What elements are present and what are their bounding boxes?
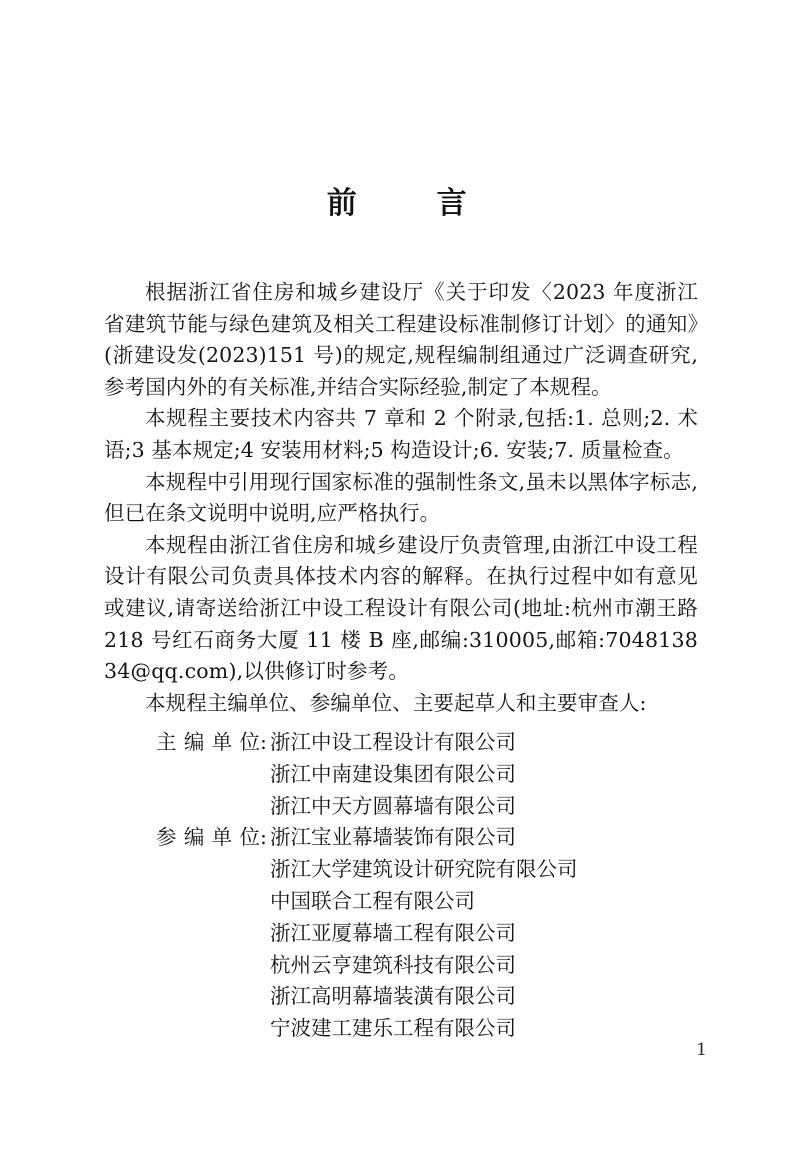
org-name: 杭州云亨建筑科技有限公司 bbox=[270, 952, 516, 977]
org-row bbox=[104, 950, 698, 982]
foreword-body bbox=[104, 277, 698, 719]
org-name: 浙江亚厦幕墙工程有限公司 bbox=[270, 920, 516, 945]
org-name: 浙江中设工程设计有限公司 bbox=[270, 730, 516, 754]
org-name: 浙江大学建筑设计研究院有限公司 bbox=[270, 857, 578, 882]
org-label-participating bbox=[104, 822, 270, 854]
org-row bbox=[104, 759, 698, 791]
org-row bbox=[104, 981, 698, 1013]
org-name: 中国联合工程有限公司 bbox=[270, 888, 475, 913]
paragraph-mandatory-clauses: 本规程中引用现行国家标准的强制性条文,虽未以黑体字标志,但已在条文说明中说明,应严格执行。 bbox=[104, 469, 698, 526]
organization-list bbox=[104, 727, 698, 1045]
org-row bbox=[104, 854, 698, 886]
page-title: 前 言 bbox=[326, 186, 474, 221]
paragraph-basis: 根据浙江省住房和城乡建设厅《关于印发〈2023 年度浙江省建筑节能与绿色建筑及相关工程建设标准制修订计划〉的通知》(浙建设发(2023)151 号)的规定,规程编制组通过广泛调查研究,参考国内外的有关标准,并结合实际经验,制定了本规程。 bbox=[104, 280, 698, 399]
page-number: 1 bbox=[696, 1040, 707, 1060]
org-name: 浙江中南建设集团有限公司 bbox=[270, 761, 516, 786]
org-label-text: 参编单位 bbox=[156, 825, 260, 850]
org-label-chief-editor bbox=[104, 727, 270, 759]
org-row bbox=[104, 727, 698, 759]
paragraph-units-intro: 本规程主编单位、参编单位、主要起草人和主要审查人: bbox=[145, 690, 647, 715]
org-name: 浙江高明幕墙装潢有限公司 bbox=[270, 984, 516, 1009]
paragraph-administration: 本规程由浙江省住房和城乡建设厅负责管理,由浙江中设工程设计有限公司负责具体技术内容的解释。在执行过程中如有意见或建议,请寄送给浙江中设工程设计有限公司(地址:杭州市潮王路 218 号红石商务大厦 11 楼 B 座,邮编:310005,邮箱:704813834@qq.com),以供修订时参考。 bbox=[104, 532, 698, 684]
paragraph-contents: 本规程主要技术内容共 7 章和 2 个附录,包括:1. 总则;2. 术语;3 基本规定;4 安装用材料;5 构造设计;6. 安装;7. 质量检查。 bbox=[104, 406, 698, 462]
org-group-chief-editor bbox=[104, 727, 698, 822]
org-row bbox=[104, 918, 698, 950]
org-row bbox=[104, 886, 698, 918]
org-row bbox=[104, 791, 698, 823]
org-name: 浙江宝业幕墙装饰有限公司 bbox=[270, 825, 516, 850]
org-name: 浙江中天方圆幕墙有限公司 bbox=[270, 793, 516, 818]
org-label-text: 主编单位 bbox=[156, 730, 260, 754]
org-group-participating bbox=[104, 822, 698, 1045]
org-label-colon: : bbox=[260, 825, 267, 850]
org-label-colon: : bbox=[260, 730, 267, 754]
org-name: 宁波建工建乐工程有限公司 bbox=[270, 1016, 516, 1041]
org-row bbox=[104, 822, 698, 854]
